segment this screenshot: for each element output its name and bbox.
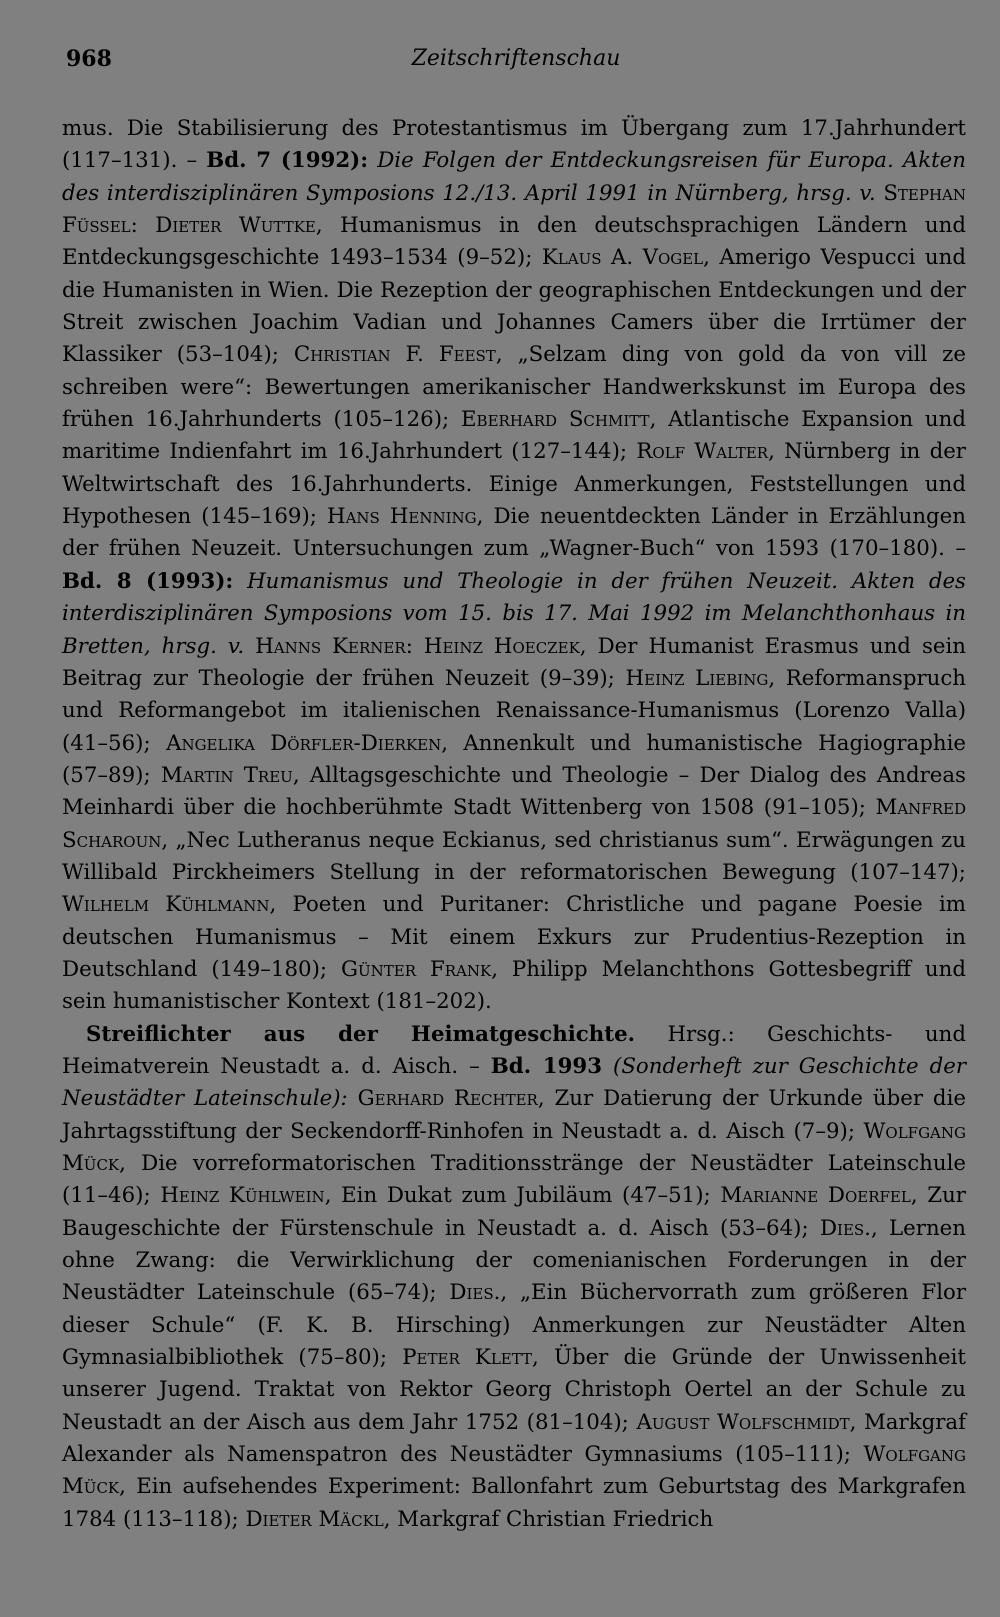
author-name: Angelika Dörfler-Dierken xyxy=(166,730,442,756)
author-name: Rolf Walter xyxy=(636,439,769,465)
author-name: Peter Klett xyxy=(402,1345,533,1371)
author-name: Dies. xyxy=(819,1215,871,1241)
volume-title: (Sonderheft zur Geschichte der Neustädter Lateinschule): xyxy=(62,1053,966,1112)
author-name: Wilhelm Kühlmann xyxy=(62,892,270,918)
author-name: Martin Treu xyxy=(160,762,293,788)
text-run: : xyxy=(130,213,156,239)
author-name: Heinz Hoeczek xyxy=(423,633,580,659)
paragraph-streiflichter-entry xyxy=(62,1019,966,1537)
article-title: , Die vorreformatorischen Traditionsstränge der Neustädter Lateinschule (11–46); xyxy=(62,1151,966,1209)
article-title: , Atlantische Expansion und maritime Indienfahrt im 16.Jahrhundert (127–144); xyxy=(62,407,966,465)
author-name: Wolfgang Mück xyxy=(62,1118,966,1176)
body-text xyxy=(62,113,966,1536)
volume-title: Humanismus und Theologie in der frühen Neuzeit. Akten des interdisziplinären Symposions vom 15. bis 17. Mai 1992 im Melanchthonhaus in Bretten, hrsg. v. xyxy=(62,568,966,659)
article-title: , Die neuentdeckten Länder in Erzählungen der frühen Neuzeit. Untersuchungen zum „Wagner-Buch“ von 1593 (170–180). – xyxy=(62,504,966,562)
article-title: , Der Humanist Erasmus und sein Beitrag zur Theologie der frühen Neuzeit (9–39); xyxy=(62,633,967,691)
article-title: , Alltagsgeschichte und Theologie – Der Dialog des Andreas Meinhardi über die hochberühmte Stadt Wittenberg von 1508 (91–105); xyxy=(62,762,966,821)
author-name: Hans Henning xyxy=(327,504,477,530)
article-title: , „Selzam ding von gold da von vill ze schreiben were“: Bewertungen amerikanischer Handwerkskunst im Europa des frühen 16.Jahrhunderts (105–126); xyxy=(62,342,967,433)
article-title: , „Nec Lutheranus neque Eckianus, sed christianus sum“. Erwägungen zu Willibald Pirckheimers Stellung in der reformatorischen Bewegung (107–147); xyxy=(62,827,966,885)
author-name: Hanns Kerner xyxy=(255,633,406,659)
article-title: , Markgraf Alexander als Namenspatron des Neustädter Gymnasiums (105–111); xyxy=(62,1409,966,1468)
author-name: Klaus A. Vogel xyxy=(541,245,704,271)
article-title: , Lernen ohne Zwang: die Verwirklichung der comenianischen Forderungen in der Neustädter Lateinschule (65–74); xyxy=(62,1215,966,1306)
article-title: , Zur Datierung der Urkunde über die Jahrtagsstiftung der Seckendorff-Rinhofen in Neustadt a. d. Aisch (7–9); xyxy=(62,1086,966,1144)
author-name: Christian F. Feest xyxy=(293,342,496,368)
author-name: Dieter Mäckl xyxy=(245,1506,384,1532)
article-title: , Zur Baugeschichte der Fürstenschule in Neustadt a. d. Aisch (53–64); xyxy=(62,1183,966,1241)
article-title: , Markgraf Christian Friedrich xyxy=(383,1506,714,1532)
text-run: : xyxy=(405,633,424,659)
text-run: mus. Die Stabilisierung des Protestantismus im Übergang zum 17.Jahrhundert (117–131). – xyxy=(62,116,966,174)
article-title: , Annenkult und humanistische Hagiographie (57–89); xyxy=(62,730,966,788)
author-name: Eberhard Schmitt xyxy=(461,407,650,433)
article-title: , Poeten und Puritaner: Christliche und pagane Poesie im deutschen Humanismus – Mit einem Exkurs zur Prudentius-Rezeption in Deutschland (149–180); xyxy=(62,892,966,982)
running-head: Zeitschriftenschau xyxy=(411,46,621,71)
article-title: , Reformanspruch und Reformangebot im italienischen Renaissance-Humanismus (Lorenzo Valla) (41–56); xyxy=(62,665,967,756)
periodical-title: Streiflichter aus der Heimatgeschichte. xyxy=(86,1021,636,1047)
article-title: , Ein aufsehendes Experiment: Ballonfahrt zum Geburtstag des Markgrafen 1784 (113–118); xyxy=(62,1474,966,1532)
author-name: Heinz Kühlwein xyxy=(160,1183,325,1209)
volume-label: Bd. 8 (1993): xyxy=(62,568,234,594)
author-name: Dies. xyxy=(449,1280,501,1306)
text-run: Hrsg.: Geschichts- und Heimatverein Neustadt a. d. Aisch. – xyxy=(62,1021,967,1079)
author-name: Marianne Doerfel xyxy=(720,1183,911,1209)
author-name: Gerhard Rechter xyxy=(357,1086,538,1112)
volume-label: Bd. 1993 xyxy=(490,1053,603,1079)
volume-title: Die Folgen der Entdeckungsreisen für Europa. Akten des interdisziplinären Symposions 12./13. April 1991 in Nürnberg, hrsg. v. xyxy=(62,148,966,206)
article-title: , Über die Gründe der Unwissenheit unserer Jugend. Traktat von Rektor Georg Christoph Oertel an der Schule zu Neustadt an der Aisch aus dem Jahr 1752 (81–104); xyxy=(62,1345,966,1435)
author-name: August Wolfschmidt xyxy=(636,1409,850,1435)
author-name: Stephan Füssel xyxy=(62,180,966,239)
page-number: 968 xyxy=(66,46,112,72)
author-name: Heinz Liebing xyxy=(625,665,769,691)
text-run xyxy=(348,1086,358,1111)
author-name: Manfred Scharoun xyxy=(62,795,966,853)
article-title: , „Ein Büchervorrath zum größeren Flor dieser Schule“ (F. K. B. Hirsching) Anmerkungen zur Neustädter Alten Gymnasialbibliothek (75–80); xyxy=(62,1280,967,1371)
paragraph-zeitschrift-entry xyxy=(62,113,966,1019)
page-header xyxy=(66,46,966,86)
author-name: Günter Frank xyxy=(340,956,492,982)
article-title: , Nürnberg in der Weltwirtschaft des 16.Jahrhunderts. Einige Anmerkungen, Feststellungen und Hypothesen (145–169); xyxy=(62,439,966,530)
article-title: , Humanismus in den deutschsprachigen Ländern und Entdeckungsgeschichte 1493–1534 (9–52); xyxy=(62,213,966,271)
article-title: , Amerigo Vespucci und die Humanisten in Wien. Die Rezeption der geographischen Entdeckungen und der Streit zwischen Joachim Vadian und Johannes Camers über die Irrtümer der Klassiker (53–104); xyxy=(62,245,966,368)
author-name: Wolfgang Mück xyxy=(62,1442,966,1500)
volume-label: Bd. 7 (1992): xyxy=(206,148,369,174)
article-title: , Philipp Melanchthons Gottesbegriff und sein humanistischer Kontext (181–202). xyxy=(62,956,966,1015)
author-name: Dieter Wuttke xyxy=(155,213,316,239)
article-title: , Ein Dukat zum Jubiläum (47–51); xyxy=(324,1183,721,1209)
